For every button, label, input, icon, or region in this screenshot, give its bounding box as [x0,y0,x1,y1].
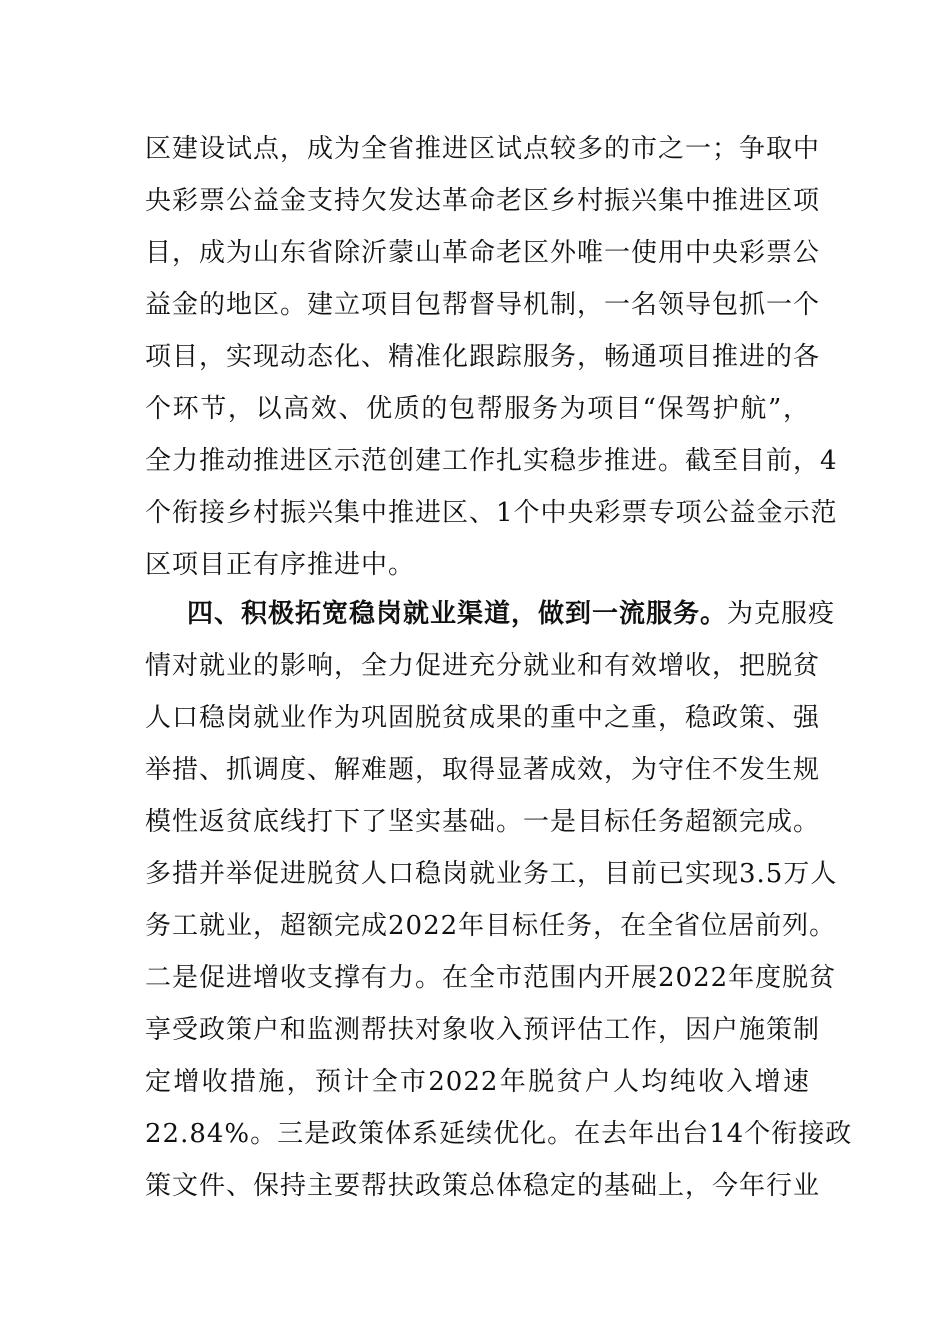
text-line: 个衔接乡村振兴集中推进区、1个中央彩票专项公益金示范 [145,498,838,528]
text-line: 务工就业，超额完成2022年目标任务，在全省位居前列。 [145,911,837,941]
text-line: 多措并举促进脱贫人口稳岗就业务工，目前已实现3.5万人 [145,859,838,889]
text-line: 区项目正有序推进中。 [145,550,416,580]
section-heading: 四、积极拓宽稳岗就业渠道，做到一流服务。 [187,599,728,629]
text-line: 定增收措施，预计全市2022年脱贫户人均纯收入增速 [145,1067,810,1097]
text-line: 享受政策户和监测帮扶对象收入预评估工作，因户施策制 [145,1015,821,1045]
text-line: 模性返贫底线打下了坚实基础。一是目标任务超额完成。 [145,807,821,837]
text-line: 二是促进增收支撑有力。在全市范围内开展2022年度脱贫 [145,963,837,993]
text-line: 益金的地区。建立项目包帮督导机制，一名领导包抓一个 [145,290,821,320]
heading-line-rest: 为克服疫 [727,599,836,629]
text-line: 情对就业的影响，全力促进充分就业和有效增收，把脱贫 [145,651,821,681]
text-line: 区建设试点，成为全省推进区试点较多的市之一；争取中 [145,134,821,164]
text-line: 央彩票公益金支持欠发达革命老区乡村振兴集中推进区项 [145,186,821,216]
text-line: 人口稳岗就业作为巩固脱贫成果的重中之重，稳政策、强 [145,703,821,733]
text-line: 个环节，以高效、优质的包帮服务为项目“保驾护航”， [145,394,810,424]
text-line: 全力推动推进区示范创建工作扎实稳步推进。截至目前，4 [145,446,838,476]
text-line: 举措、抓调度、解难题，取得显著成效，为守住不发生规 [145,755,821,785]
text-line: 目，成为山东省除沂蒙山革命老区外唯一使用中央彩票公 [145,238,821,268]
heading-line [145,590,836,638]
text-line: 项目，实现动态化、精准化跟踪服务，畅通项目推进的各 [145,342,821,372]
text-line: 策文件、保持主要帮扶政策总体稳定的基础上，今年行业 [145,1171,821,1201]
text-line: 22.84%。三是政策体系延续优化。在去年出台14个衔接政 [145,1119,853,1149]
